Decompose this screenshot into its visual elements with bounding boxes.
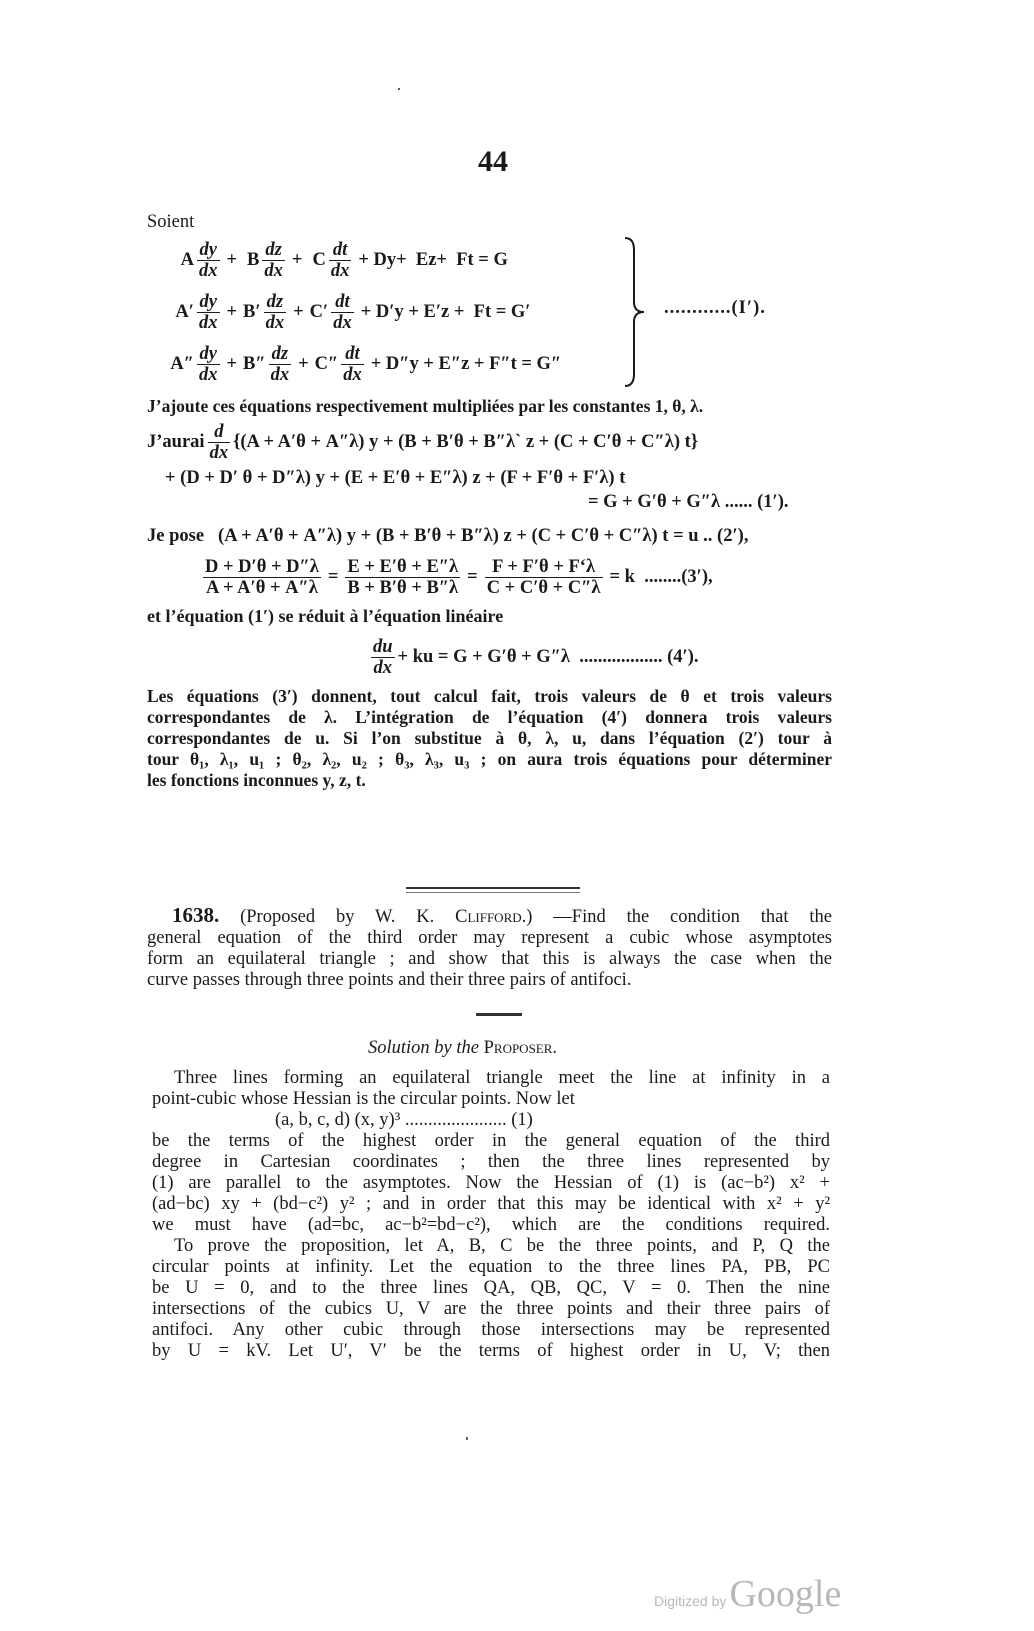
solution-line: Three lines forming an equilateral triangle meet the line at infinity in a (174, 1068, 830, 1088)
solution-line: be the terms of the highest order in the general equation of the third (152, 1131, 830, 1151)
ratio-equation: $\frac{D + D'\theta + D''\lambda}{A + A'\theta + A''\lambda}$ = $\frac{E + E'\theta + E''\lambda}{B + B'\theta + B''\lambda}$ = $\frac{F + F'\theta + F‘\lambda}{C + C'\theta + C''\lambda}$ = k ........(3′), (205, 556, 713, 598)
ratio-frac-3: $\frac{F + F'\theta + F‘\lambda}{C + C'\theta + C''\lambda}$ (486, 556, 601, 598)
pose-line: Je pose (A + A′θ + A″λ) y + (B + B′θ + B″λ) z + (C + C′θ + C″λ) t = u .. (2′), (147, 526, 749, 546)
linear-equation: $\frac{du}{dx}$ + ku = G + G′θ + G″λ .................. (4′). (373, 636, 699, 678)
question-1638 (147, 905, 832, 991)
solution-line: be U = 0, and to the three lines QA, QB, QC, V = 0. Then the nine (152, 1278, 830, 1298)
aurai-line: J’aurai $\frac{d}{dx}$ {(A + A′θ + A″λ) y + (B + B′θ + B″λ` z + (C + C′θ + C″λ) t} (147, 421, 699, 463)
ajoute-line: J’ajoute ces équations respectivement multipliées par les constantes 1, θ, λ. (147, 396, 704, 416)
paragraph-line: Les équations (3′) donnent, tout calcul fait, trois valeurs de θ et trois valeurs (147, 686, 832, 706)
solution-line: (1) are parallel to the asymptotes. Now the Hessian of (1) is (ac−b²) x² + (152, 1173, 830, 1193)
page-number: 44 (478, 145, 508, 178)
section-divider (406, 892, 580, 893)
paragraph-line: les fonctions inconnues y, z, t. (147, 770, 366, 790)
stray-dot (398, 88, 400, 90)
solution-heading: Solution by the Proposer. (368, 1038, 558, 1058)
solution-line: (a, b, c, d) (x, y)³ ...................... (1) (275, 1110, 533, 1130)
question-line: general equation of the third order may represent a cubic whose asymptotes (147, 928, 832, 948)
paragraph-line: tour θ₁, λ₁, u₁ ; θ₂, λ₂, u₂ ; θ₃, λ₃, u₃ ; on aura trois équations pour déterminer (147, 749, 832, 769)
solution-line: (ad−bc) xy + (bd−c²) y² ; and in order that this may be identical with x² + y² (152, 1194, 830, 1214)
solution-line: by U = kV. Let U′, V′ be the terms of highest order in U, V; then (152, 1341, 830, 1361)
solution-line: antifoci. Any other cubic through those intersections may be represented (152, 1320, 830, 1340)
expansion-line-2: + (D + D′ θ + D″λ) y + (E + E′θ + E″λ) z + (F + F′θ + F′λ) t (165, 468, 626, 488)
reduit-line: et l’équation (1′) se réduit à l’équation linéaire (147, 606, 504, 626)
question-line: curve passes through three points and their three pairs of antifoci. (147, 970, 632, 990)
system-label: ............(I′). (664, 298, 766, 318)
ratio-frac-1: $\frac{D + D'\theta + D''\lambda}{A + A'\theta + A''\lambda}$ (205, 556, 319, 598)
question-line: form an equilateral triangle ; and show that this is always the case when the (147, 949, 832, 969)
solution-line: we must have (ad=bc, ac−b²=bd−c²), which are the conditions required. (152, 1215, 830, 1235)
paragraph-line: correspondantes de u. Si l’on substitue à θ, λ, u, dans l’équation (2′) tour à (147, 728, 832, 748)
frac-den: dx (199, 260, 218, 281)
google-logo: Google (729, 1573, 842, 1615)
ratio-frac-2: $\frac{E + E'\theta + E''\lambda}{B + B'\theta + B''\lambda}$ (347, 556, 459, 598)
solution-line: circular points at infinity. Let the equation to the three lines PA, PB, PC (152, 1257, 830, 1277)
stray-dot (466, 1437, 468, 1440)
system-row-3: A″ $\frac{dy}{dx}$ + B″ $\frac{dz}{dx}$ + C″ $\frac{dt}{dx}$ + D″y + E″z + F″t = G″ (170, 343, 562, 385)
solution-body (152, 1068, 830, 1362)
solution-line: To prove the proposition, let A, B, C be the three points, and P, Q the (174, 1236, 830, 1256)
paragraph-line: correspondantes de λ. L’intégration de l’équation (4′) donnera trois valeurs (147, 707, 832, 727)
system-row-1: A $\frac{dy}{dx}$ + B $\frac{dz}{dx}$ + C $\frac{dt}{dx}$ + Dy+ Ez+ Ft = G (180, 239, 508, 281)
solution-line: point-cubic whose Hessian is the circular points. Now let (152, 1089, 575, 1109)
right-brace-icon (622, 236, 648, 388)
question-first-line: 1638. (Proposed by W. K. Clifford.) —Find the condition that the (172, 903, 832, 927)
solution-line: intersections of the cubics U, V are the three points and their three pairs of (152, 1299, 830, 1319)
digitized-watermark: Digitized by Google (654, 1573, 842, 1615)
soient-label: Soient (147, 212, 195, 232)
section-divider (406, 887, 580, 889)
solution-line: degree in Cartesian coordinates ; then the three lines represented by (152, 1152, 830, 1172)
system-row-2: A′ $\frac{dy}{dx}$ + B′ $\frac{dz}{dx}$ + C′ $\frac{dt}{dx}$ + D′y + E′z + Ft = G′ (175, 291, 531, 333)
expansion-line-3: = G + G′θ + G″λ ...... (1′). (588, 492, 789, 512)
equation-system (168, 234, 638, 390)
short-divider (476, 1013, 522, 1016)
french-paragraph (147, 686, 832, 791)
frac-num: dy (197, 240, 220, 261)
